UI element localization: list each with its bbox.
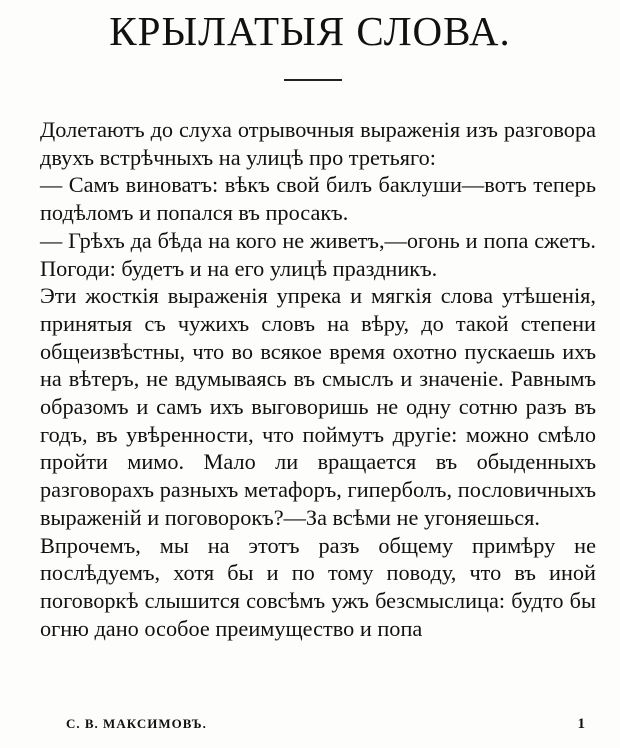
title-divider — [284, 79, 342, 81]
paragraph-2: — Самъ виноватъ: вѣкъ свой билъ баклуши—вотъ теперь подѣломъ и попался въ просакъ. — [40, 172, 596, 226]
page-title: КРЫЛАТЫЯ СЛОВА. — [109, 8, 511, 54]
signature-mark: 1 — [577, 716, 586, 732]
paragraph-3: — Грѣхъ да бѣда на кого не живетъ,—огонь и попа сжетъ. Погоди: будетъ и на его улицѣ праздникъ. — [40, 227, 596, 281]
paragraph-4: Эти жосткія выраженія упрека и мягкія слова утѣшенія, принятыя съ чужихъ словъ на вѣру, до такой степени общеизвѣстны, что во всякое время охотно пускаешь ихъ на вѣтеръ, не вдумываясь въ смыслъ и значеніе. Равнымъ образомъ и самъ ихъ выговоришь не одну сотню разъ въ годъ, въ увѣренности, что поймутъ другіе: можно смѣло пройти мимо. Мало ли вращается въ обыденныхъ разговорахъ разныхъ метафоръ, гиперболъ, пословичныхъ выраженій и поговорокъ?—За всѣми не угоняешься. — [40, 283, 596, 530]
paragraph-1: Долетаютъ до слуха отрывочныя выраженія изъ разговора двухъ встрѣчныхъ на улицѣ про третьяго: — [40, 117, 596, 170]
body-text — [40, 116, 596, 642]
paragraph-5: Впрочемъ, мы на этотъ разъ общему примѣру не послѣдуемъ, хотя бы и по тому поводу, что въ иной поговоркѣ слышится совсѣмъ ужъ безсмыслица: будто бы огню дано особое преимущество и попа — [40, 532, 596, 641]
footer-author: С. В. МАКСИМОВЪ. — [66, 716, 207, 731]
